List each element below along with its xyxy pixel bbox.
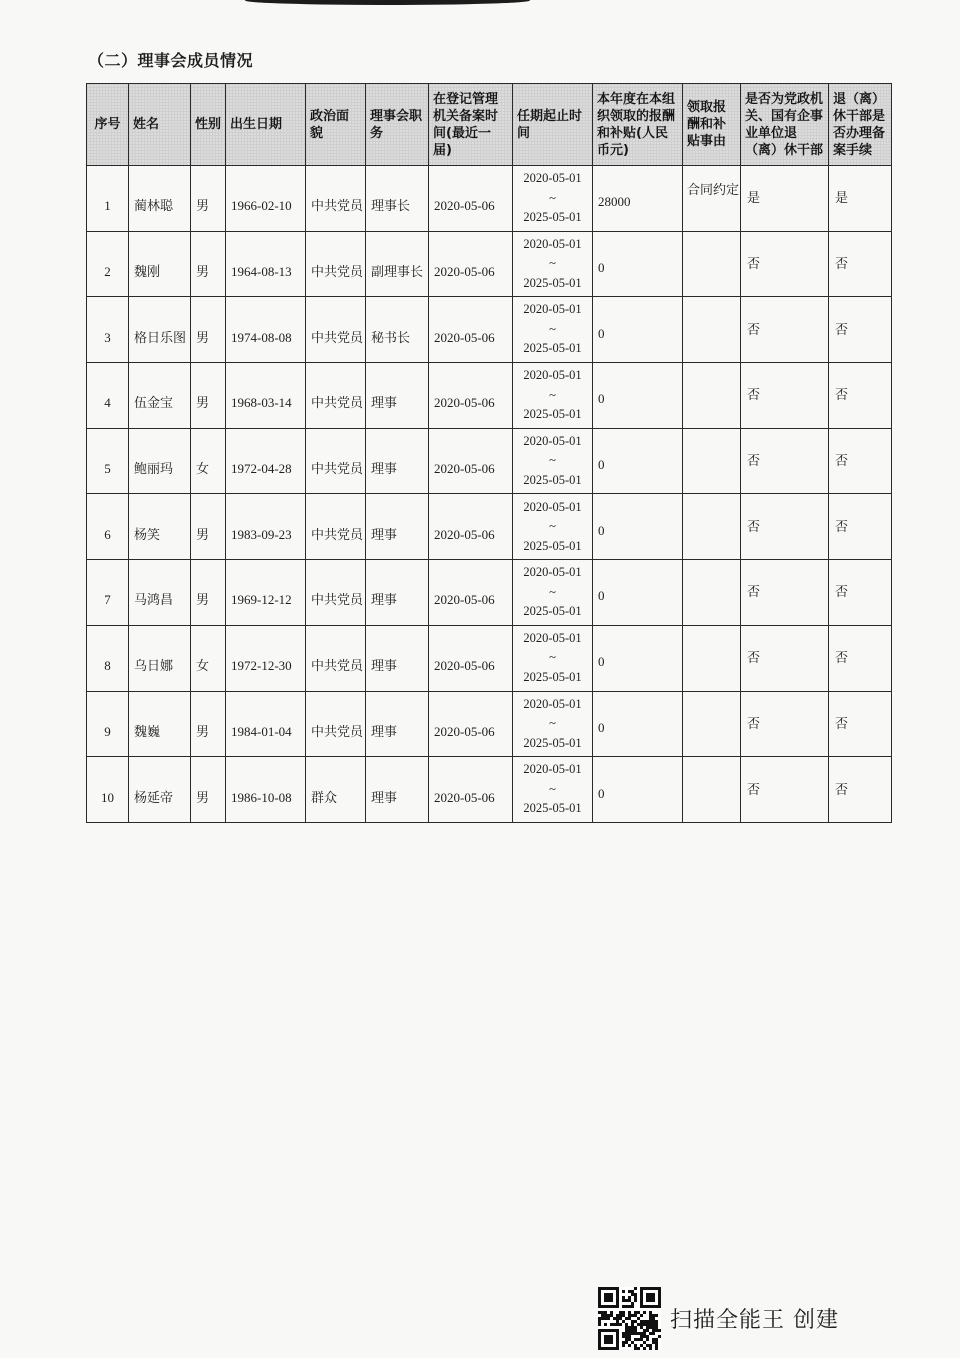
cell-gender: 男 [191, 363, 226, 429]
table-row [87, 625, 892, 691]
cell-term [513, 757, 593, 823]
table-body [87, 166, 892, 823]
cell-birth-date: 1969-12-12 [226, 560, 306, 626]
cell-political-status: 群众 [306, 757, 366, 823]
term-end: 2025-05-01 [523, 472, 582, 487]
term-end: 2025-05-01 [523, 801, 582, 816]
cell-political-status: 中共党员 [306, 363, 366, 429]
cell-name: 杨延帝 [129, 757, 191, 823]
section-title: （二）理事会成员情况 [88, 51, 254, 70]
cell-compensation-reason [683, 363, 741, 429]
table-row [87, 428, 892, 494]
cell-compensation-reason [683, 625, 741, 691]
cell-filing-date: 2020-05-06 [429, 363, 513, 429]
term-start: 2020-05-01 [523, 433, 582, 448]
cell-gender: 男 [191, 691, 226, 757]
cell-gender: 男 [191, 560, 226, 626]
cell-name: 魏刚 [129, 231, 191, 297]
term-start: 2020-05-01 [523, 499, 582, 514]
term-sep: ~ [549, 321, 556, 336]
term-start: 2020-05-01 [523, 171, 582, 186]
cell-compensation: 0 [593, 494, 683, 560]
cell-compensation-reason [683, 428, 741, 494]
cell-retired-filing-done: 否 [829, 297, 892, 363]
header-compensation-reason: 领取报酬和补贴事由 [683, 84, 741, 166]
cell-index: 8 [87, 625, 129, 691]
board-members-table [86, 83, 892, 823]
cell-term [513, 428, 593, 494]
term-sep: ~ [549, 584, 556, 599]
cell-position: 理事 [366, 757, 429, 823]
header-compensation: 本年度在本组织领取的报酬和补贴(人民币元) [593, 84, 683, 166]
cell-is-retired-cadre: 否 [741, 494, 829, 560]
cell-is-retired-cadre: 否 [741, 691, 829, 757]
term-sep: ~ [549, 650, 556, 665]
header-is-retired-cadre: 是否为党政机关、国有企事业单位退（离）休干部 [741, 84, 829, 166]
cell-index: 2 [87, 231, 129, 297]
header-index: 序号 [87, 84, 129, 166]
cell-compensation: 0 [593, 560, 683, 626]
cell-name: 杨笑 [129, 494, 191, 560]
header-name: 姓名 [129, 84, 191, 166]
cell-birth-date: 1966-02-10 [226, 166, 306, 232]
term-sep: ~ [549, 256, 556, 271]
cell-index: 5 [87, 428, 129, 494]
term-end: 2025-05-01 [523, 669, 582, 684]
cell-compensation-reason [683, 494, 741, 560]
cell-is-retired-cadre: 否 [741, 560, 829, 626]
cell-filing-date: 2020-05-06 [429, 494, 513, 560]
cell-term [513, 297, 593, 363]
cell-compensation-reason [683, 691, 741, 757]
cell-retired-filing-done: 否 [829, 560, 892, 626]
cell-compensation-reason [683, 757, 741, 823]
cell-compensation: 28000 [593, 166, 683, 232]
header-retired-filing-done: 退（离）休干部是否办理备案手续 [829, 84, 892, 166]
term-sep: ~ [549, 190, 556, 205]
cell-gender: 男 [191, 757, 226, 823]
scan-edge-shadow [245, 0, 530, 5]
cell-is-retired-cadre: 否 [741, 625, 829, 691]
cell-name: 格日乐图 [129, 297, 191, 363]
table-header-row [87, 84, 892, 166]
term-end: 2025-05-01 [523, 407, 582, 422]
table-row [87, 231, 892, 297]
term-end: 2025-05-01 [523, 735, 582, 750]
qr-code-icon [598, 1287, 661, 1350]
cell-birth-date: 1984-01-04 [226, 691, 306, 757]
cell-term [513, 625, 593, 691]
cell-political-status: 中共党员 [306, 560, 366, 626]
term-end: 2025-05-01 [523, 210, 582, 225]
cell-term [513, 691, 593, 757]
header-term: 任期起止时间 [513, 84, 593, 166]
cell-gender: 女 [191, 428, 226, 494]
cell-compensation: 0 [593, 363, 683, 429]
term-end: 2025-05-01 [523, 604, 582, 619]
cell-compensation: 0 [593, 625, 683, 691]
cell-birth-date: 1968-03-14 [226, 363, 306, 429]
term-start: 2020-05-01 [523, 696, 582, 711]
cell-term [513, 560, 593, 626]
header-filing-date: 在登记管理机关备案时间(最近一届) [429, 84, 513, 166]
cell-name: 马鸿昌 [129, 560, 191, 626]
term-end: 2025-05-01 [523, 538, 582, 553]
cell-term [513, 363, 593, 429]
cell-position: 理事 [366, 363, 429, 429]
cell-compensation: 0 [593, 297, 683, 363]
cell-gender: 男 [191, 494, 226, 560]
cell-retired-filing-done: 否 [829, 757, 892, 823]
cell-is-retired-cadre: 否 [741, 363, 829, 429]
cell-retired-filing-done: 否 [829, 231, 892, 297]
term-start: 2020-05-01 [523, 630, 582, 645]
cell-position: 秘书长 [366, 297, 429, 363]
cell-name: 魏巍 [129, 691, 191, 757]
cell-retired-filing-done: 否 [829, 625, 892, 691]
term-sep: ~ [549, 453, 556, 468]
cell-compensation-reason [683, 297, 741, 363]
header-gender: 性别 [191, 84, 226, 166]
cell-political-status: 中共党员 [306, 231, 366, 297]
cell-index: 4 [87, 363, 129, 429]
cell-filing-date: 2020-05-06 [429, 166, 513, 232]
cell-filing-date: 2020-05-06 [429, 691, 513, 757]
cell-position: 理事 [366, 560, 429, 626]
cell-filing-date: 2020-05-06 [429, 297, 513, 363]
cell-is-retired-cadre: 否 [741, 231, 829, 297]
table-row [87, 494, 892, 560]
cell-political-status: 中共党员 [306, 166, 366, 232]
header-position: 理事会职务 [366, 84, 429, 166]
cell-filing-date: 2020-05-06 [429, 560, 513, 626]
cell-is-retired-cadre: 是 [741, 166, 829, 232]
term-end: 2025-05-01 [523, 341, 582, 356]
cell-name: 伍金宝 [129, 363, 191, 429]
cell-birth-date: 1986-10-08 [226, 757, 306, 823]
cell-index: 7 [87, 560, 129, 626]
cell-retired-filing-done: 否 [829, 363, 892, 429]
cell-political-status: 中共党员 [306, 691, 366, 757]
cell-filing-date: 2020-05-06 [429, 625, 513, 691]
cell-term [513, 494, 593, 560]
table-row [87, 560, 892, 626]
term-sep: ~ [549, 716, 556, 731]
table-row [87, 297, 892, 363]
cell-gender: 男 [191, 166, 226, 232]
scanner-watermark: 扫描全能王 创建 [670, 1308, 839, 1333]
table-row [87, 363, 892, 429]
term-sep: ~ [549, 781, 556, 796]
table-row [87, 691, 892, 757]
cell-is-retired-cadre: 否 [741, 757, 829, 823]
cell-position: 理事长 [366, 166, 429, 232]
term-start: 2020-05-01 [523, 302, 582, 317]
cell-political-status: 中共党员 [306, 625, 366, 691]
cell-gender: 男 [191, 231, 226, 297]
cell-birth-date: 1964-08-13 [226, 231, 306, 297]
cell-political-status: 中共党员 [306, 428, 366, 494]
cell-compensation-reason [683, 231, 741, 297]
cell-filing-date: 2020-05-06 [429, 428, 513, 494]
cell-retired-filing-done: 否 [829, 494, 892, 560]
cell-retired-filing-done: 是 [829, 166, 892, 232]
term-start: 2020-05-01 [523, 368, 582, 383]
cell-is-retired-cadre: 否 [741, 428, 829, 494]
cell-birth-date: 1972-12-30 [226, 625, 306, 691]
cell-term [513, 231, 593, 297]
cell-position: 副理事长 [366, 231, 429, 297]
cell-compensation: 0 [593, 231, 683, 297]
term-sep: ~ [549, 519, 556, 534]
cell-position: 理事 [366, 494, 429, 560]
cell-compensation-reason [683, 560, 741, 626]
cell-index: 1 [87, 166, 129, 232]
cell-name: 乌日娜 [129, 625, 191, 691]
term-sep: ~ [549, 387, 556, 402]
cell-is-retired-cadre: 否 [741, 297, 829, 363]
term-end: 2025-05-01 [523, 275, 582, 290]
table-row [87, 166, 892, 232]
cell-retired-filing-done: 否 [829, 428, 892, 494]
cell-filing-date: 2020-05-06 [429, 231, 513, 297]
cell-political-status: 中共党员 [306, 494, 366, 560]
term-start: 2020-05-01 [523, 565, 582, 580]
cell-index: 6 [87, 494, 129, 560]
table-row [87, 757, 892, 823]
cell-gender: 男 [191, 297, 226, 363]
cell-index: 3 [87, 297, 129, 363]
term-start: 2020-05-01 [523, 236, 582, 251]
cell-position: 理事 [366, 691, 429, 757]
cell-position: 理事 [366, 428, 429, 494]
cell-political-status: 中共党员 [306, 297, 366, 363]
cell-index: 9 [87, 691, 129, 757]
cell-retired-filing-done: 否 [829, 691, 892, 757]
cell-birth-date: 1983-09-23 [226, 494, 306, 560]
cell-birth-date: 1974-08-08 [226, 297, 306, 363]
cell-compensation: 0 [593, 428, 683, 494]
cell-filing-date: 2020-05-06 [429, 757, 513, 823]
cell-compensation: 0 [593, 691, 683, 757]
cell-compensation: 0 [593, 757, 683, 823]
cell-gender: 女 [191, 625, 226, 691]
header-political-status: 政治面貌 [306, 84, 366, 166]
cell-compensation-reason: 合同约定 [683, 166, 741, 232]
cell-position: 理事 [366, 625, 429, 691]
cell-index: 10 [87, 757, 129, 823]
cell-name: 鲍丽玛 [129, 428, 191, 494]
header-birth-date: 出生日期 [226, 84, 306, 166]
cell-term [513, 166, 593, 232]
cell-name: 蔺林聪 [129, 166, 191, 232]
term-start: 2020-05-01 [523, 762, 582, 777]
cell-birth-date: 1972-04-28 [226, 428, 306, 494]
